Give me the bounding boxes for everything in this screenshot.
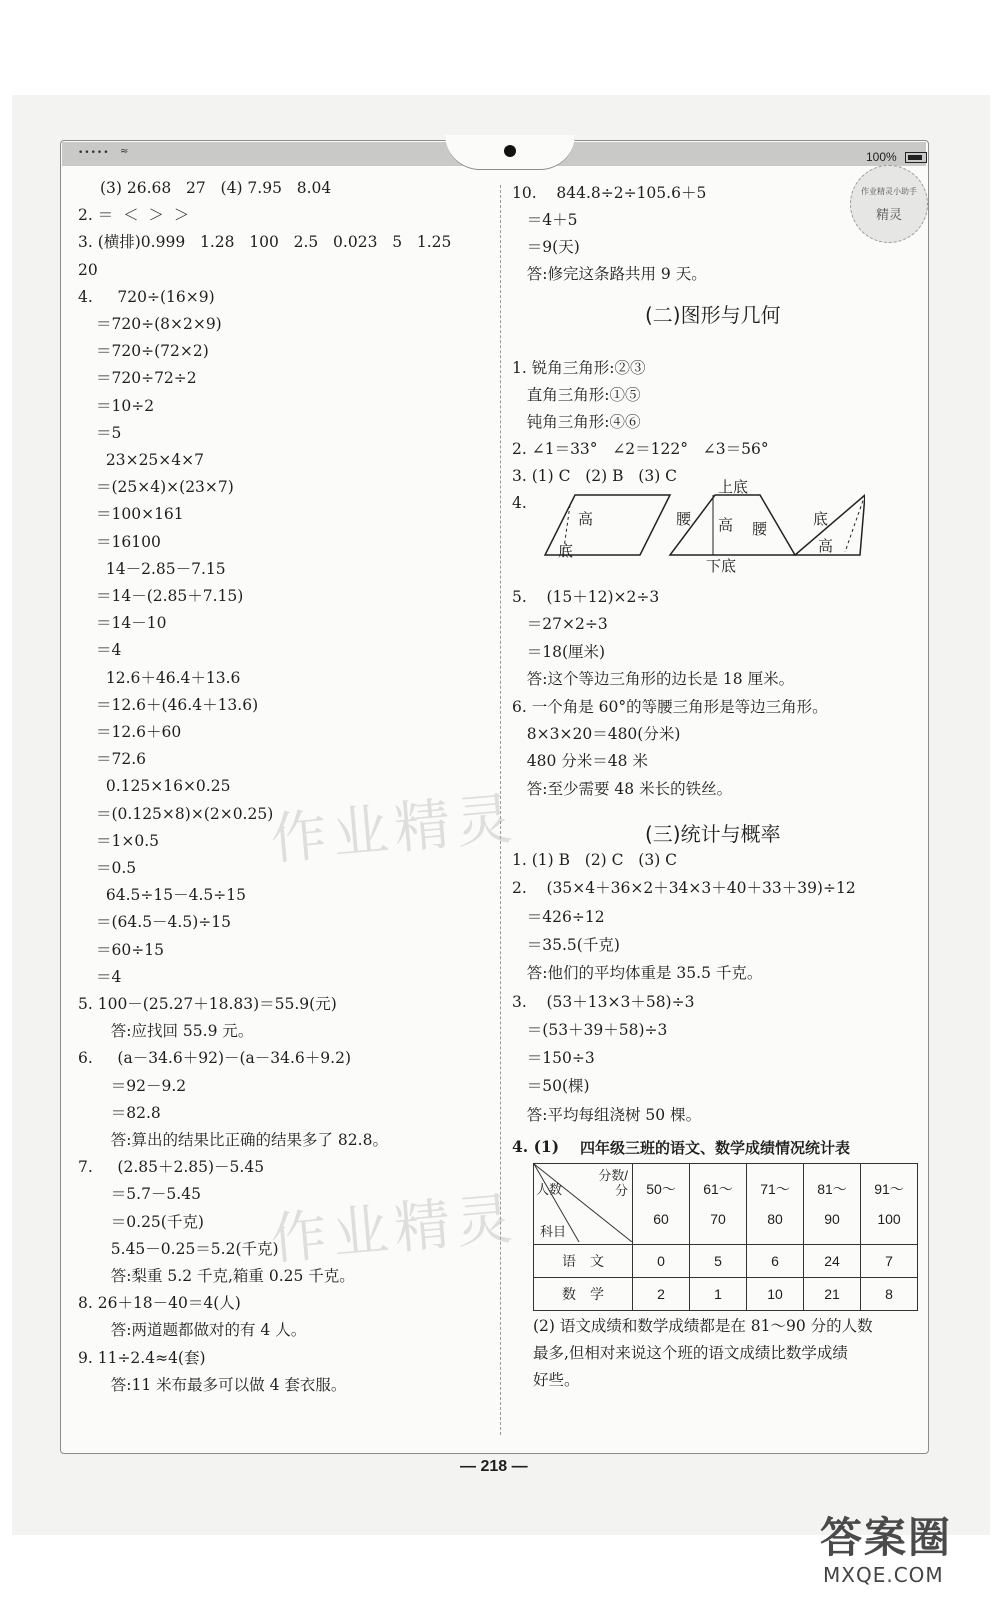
answer-line: 480 分米＝48 米 [512, 752, 648, 771]
trapezoid-leg-label: 腰 [752, 520, 768, 538]
range-start: 81～ [817, 1181, 847, 1197]
value-cell: 7 [861, 1245, 918, 1278]
stamp-top-text: 作业精灵小助手 [861, 187, 917, 196]
answer-line: ＝12.6＋60 [96, 723, 182, 741]
answer-line: ＝72.6 [96, 750, 147, 769]
answer-line: 答:11 米布最多可以做 4 套衣服。 [96, 1375, 347, 1394]
answer-line: ＝92－9.2 [96, 1076, 187, 1095]
answer-line: ＝27×2÷3 [512, 615, 608, 634]
answer-line: ＝4 [96, 967, 122, 986]
answer-line: ＝(64.5－4.5)÷15 [96, 913, 231, 932]
answer-line: 3. (1) C (2) B (3) C [512, 467, 678, 485]
answer-line: 5. (15＋12)×2÷3 [512, 588, 660, 606]
answer-line: 64.5÷15－4.5÷15 [96, 886, 246, 905]
value-cell: 5 [690, 1245, 747, 1278]
answer-line: ＝150÷3 [512, 1049, 595, 1068]
answer-line: ＝35.5(千克) [512, 935, 620, 954]
answer-line: 12.6＋46.4＋13.6 [96, 668, 241, 687]
answer-line: ＝60÷15 [96, 940, 164, 959]
battery-percent: 100% [866, 150, 897, 164]
page-number: — 218 — [460, 1458, 528, 1475]
range-header [747, 1164, 804, 1245]
trapezoid-top-label: 上底 [718, 478, 749, 496]
answer-line: 1. (1) B (2) C (3) C [512, 851, 678, 869]
answer-line: 答:至少需要 48 米长的铁丝。 [512, 779, 733, 798]
answer-line: ＝(25×4)×(23×7) [96, 478, 234, 497]
answer-line: 答:修完这条路共用 9 天。 [512, 265, 707, 283]
triangle-base-label: 底 [813, 510, 829, 528]
watermark: 作业精灵 [268, 1186, 521, 1273]
answer-line: 3. (53＋13×3＋58)÷3 [512, 992, 695, 1011]
parallelogram-height-label: 高 [578, 510, 594, 528]
range-end: 100 [877, 1211, 901, 1227]
score-table [533, 1163, 918, 1311]
answer-line: ＝50(棵) [512, 1077, 590, 1096]
answer-line: 答:他们的平均体重是 35.5 千克。 [512, 964, 763, 983]
subject-cell: 数 学 [534, 1278, 633, 1311]
answer-line: 6. 一个角是 60°的等腰三角形是等边三角形。 [512, 697, 828, 716]
table-row [534, 1245, 918, 1278]
table-corner-cell [534, 1164, 633, 1245]
value-cell: 0 [633, 1245, 690, 1278]
answer-line: 4. [512, 494, 527, 512]
answer-line: 14－2.85－7.15 [96, 559, 226, 578]
answer-line: ＝426÷12 [512, 907, 605, 926]
corner-score-label: 分数/分 [598, 1168, 628, 1198]
corner-subject-label: 科目 [540, 1224, 567, 1239]
range-header [633, 1164, 690, 1245]
answer-line: ＝720÷72÷2 [96, 369, 197, 388]
answer-line: 10. 844.8÷2÷105.6＋5 [512, 184, 707, 202]
section-title-statistics: (三)统计与概率 [645, 822, 781, 846]
range-start: 91～ [874, 1181, 904, 1197]
wifi-icon: ≈ [120, 146, 129, 157]
answer-line: 好些。 [533, 1371, 580, 1389]
answer-line: ＝4＋5 [512, 211, 578, 229]
range-header [804, 1164, 861, 1245]
logo-url-text: MXQE.COM [823, 1563, 944, 1587]
answer-line: 3. (横排)0.999 1.28 100 2.5 0.023 5 1.25 [78, 233, 452, 252]
value-cell: 10 [747, 1278, 804, 1311]
range-header [690, 1164, 747, 1245]
answer-line: (2) 语文成绩和数学成绩都是在 81～90 分的人数 [533, 1317, 873, 1335]
answer-line: 直角三角形:①⑤ [512, 386, 641, 404]
answer-line: ＝5.7－5.45 [96, 1185, 201, 1204]
subject-cell: 语 文 [534, 1245, 633, 1278]
section-title-geometry: (二)图形与几何 [645, 303, 781, 327]
answer-line: ＝(0.125×8)×(2×0.25) [96, 804, 274, 823]
range-start: 61～ [703, 1181, 733, 1197]
site-logo [815, 1505, 975, 1595]
range-header [861, 1164, 918, 1245]
answer-line: (3) 26.68 27 (4) 7.95 8.04 [100, 179, 332, 197]
answer-line: ＝16100 [96, 532, 161, 551]
answer-line: 23×25×4×7 [96, 451, 204, 469]
triangle-height-label: 高 [818, 537, 834, 555]
answer-line: ＝9(天) [512, 238, 580, 256]
table-header-row [534, 1164, 918, 1245]
answer-line: ＝82.8 [96, 1103, 161, 1122]
range-end: 80 [767, 1211, 783, 1227]
answer-line: 20 [78, 260, 98, 279]
answer-line: ＝12.6＋(46.4＋13.6) [96, 695, 259, 714]
battery-icon [905, 152, 927, 163]
answer-line: 2. ＝ ＜ ＞ ＞ [78, 206, 190, 225]
answer-line: ＝14－10 [96, 614, 167, 633]
answer-line: ＝100×161 [96, 505, 184, 524]
value-cell: 6 [747, 1245, 804, 1278]
stamp-bottom-text: 精灵 [875, 208, 902, 223]
answer-line: 8. 26＋18－40＝4(人) [78, 1294, 241, 1313]
answer-line: ＝4 [96, 641, 122, 660]
answer-line: 答:应找回 55.9 元。 [96, 1022, 254, 1041]
answer-line: 9. 11÷2.4≈4(套) [78, 1348, 206, 1367]
answer-line: ＝(53＋39＋58)÷3 [512, 1020, 668, 1039]
table-title: 四年级三班的语文、数学成绩情况统计表 [580, 1139, 851, 1157]
range-start: 50～ [646, 1181, 676, 1197]
answer-line: ＝14－(2.85＋7.15) [96, 587, 244, 605]
answer-line: 4. 720÷(16×9) [78, 287, 215, 306]
watermark: 作业精灵 [268, 786, 521, 873]
value-cell: 1 [690, 1278, 747, 1311]
table-row [534, 1278, 918, 1311]
answer-line: 7. (2.85＋2.85)－5.45 [78, 1158, 265, 1177]
answer-line: ＝10÷2 [96, 396, 155, 415]
answer-line: 0.125×16×0.25 [96, 777, 231, 796]
answer-line: 答:梨重 5.2 千克,箱重 0.25 千克。 [96, 1267, 355, 1285]
answer-line: 1. 锐角三角形:②③ [512, 359, 646, 377]
answer-line: ＝0.5 [96, 859, 137, 877]
answer-line: 答:算出的结果比正确的结果多了 82.8。 [96, 1131, 388, 1149]
value-cell: 2 [633, 1278, 690, 1311]
parallelogram-base-label: 底 [558, 542, 574, 560]
trapezoid-bottom-label: 下底 [706, 557, 737, 575]
trapezoid-leg-label: 腰 [676, 510, 692, 528]
answer-line: ＝18(厘米) [512, 642, 606, 661]
answer-line: 8×3×20＝480(分米) [512, 725, 681, 743]
answer-line: 5.45－0.25＝5.2(千克) [96, 1239, 279, 1258]
answer-line: ＝5 [96, 423, 122, 442]
camera-icon [504, 145, 516, 157]
range-end: 70 [710, 1211, 726, 1227]
answer-line: 2. (35×4＋36×2＋34×3＋40＋33＋39)÷12 [512, 879, 856, 898]
corner-people-label: 人数 [536, 1182, 563, 1197]
answer-line: 答:两道题都做对的有 4 人。 [96, 1321, 307, 1340]
trapezoid-height-label: 高 [718, 516, 734, 534]
answer-line: 答:这个等边三角形的边长是 18 厘米。 [512, 670, 795, 689]
value-cell: 21 [804, 1278, 861, 1311]
range-end: 60 [653, 1211, 669, 1227]
answer-line: ＝1×0.5 [96, 831, 159, 850]
answer-line: ＝720÷(8×2×9) [96, 315, 222, 333]
stamp-seal [850, 165, 928, 243]
answer-line: 答:平均每组浇树 50 棵。 [512, 1105, 702, 1124]
table-question-label: 4. (1) [512, 1137, 560, 1156]
answer-line: 6. (a－34.6＋92)－(a－34.6＋9.2) [78, 1049, 351, 1068]
range-end: 90 [824, 1211, 840, 1227]
answer-line: ＝0.25(千克) [96, 1212, 204, 1231]
range-start: 71～ [760, 1181, 790, 1197]
logo-main-text: 答案圈 [820, 1513, 953, 1562]
answer-line: 钝角三角形:④⑥ [512, 413, 641, 431]
answer-line: 2. ∠1＝33° ∠2＝122° ∠3＝56° [512, 440, 769, 458]
answer-line: 5. 100－(25.27＋18.83)＝55.9(元) [78, 995, 337, 1013]
value-cell: 8 [861, 1278, 918, 1311]
answer-line: ＝720÷(72×2) [96, 342, 209, 361]
answer-line: 最多,但相对来说这个班的语文成绩比数学成绩 [533, 1344, 848, 1362]
signal-icon: ••••• [78, 148, 110, 158]
value-cell: 24 [804, 1245, 861, 1278]
